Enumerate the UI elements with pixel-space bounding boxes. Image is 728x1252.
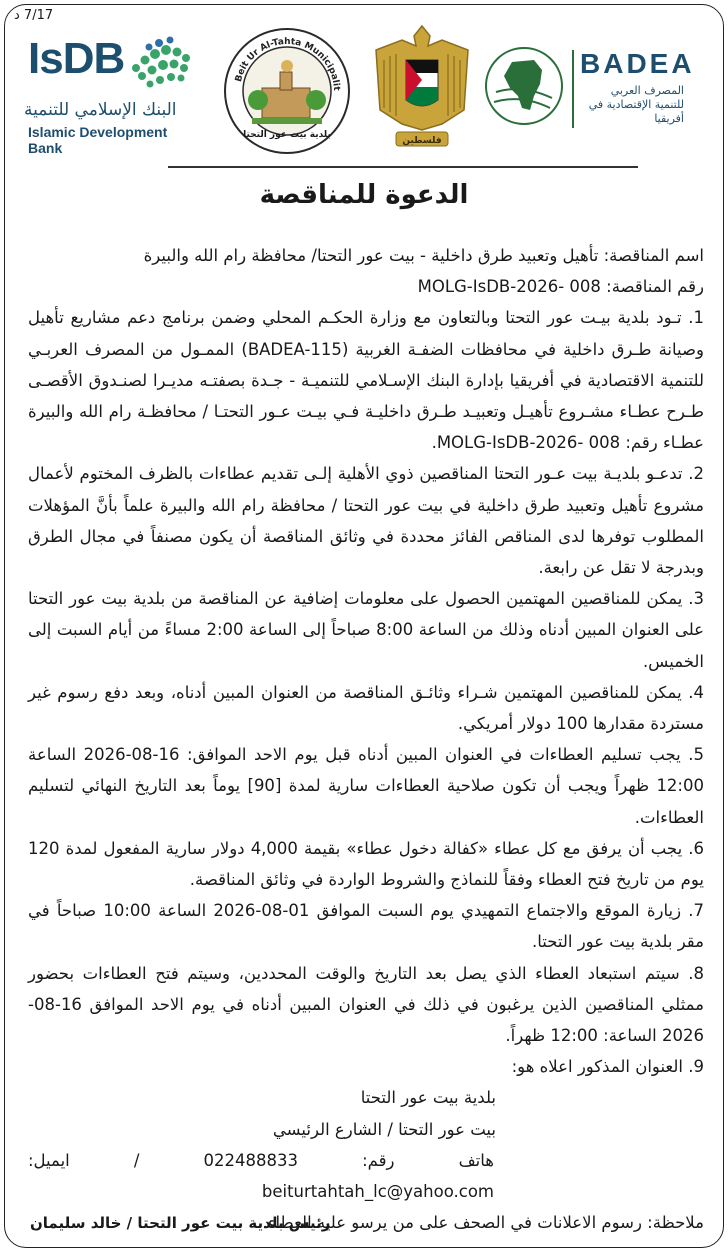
isdb-logo <box>14 24 204 156</box>
reference-number: 7/17 د <box>14 8 54 23</box>
list-item-2: 2. تدعـو بلديـة بيت عـور التحتا المناقصين ذوي الأهلية إلـى تقديم عطاءات بالظرف المختوم لأعمال مشروع تأهيل وتعبيد طرق داخلية في بيت عور التحتا / محافظة رام الله والبيرة علماً بأنَّ المؤهلات المطلوب توفرها لدى المناقص الفائز محددة في وثائق المناقصة أن يكون مصنفاً في مجال الطرق وبدرجة لا تقل عن رابعة. <box>28 464 704 578</box>
emblem-label: فلسطين <box>402 136 442 146</box>
tender-name: اسم المناقصة: تأهيل وتعبيد طرق داخلية - بيت عور التحتا/ محافظة رام الله والبيرة <box>143 246 704 265</box>
notice-body <box>28 240 704 1239</box>
isdb-english-name: Islamic Development Bank <box>28 124 168 156</box>
seal-ring-text: Beit Ur Al-Tahta Municipalit <box>233 36 342 91</box>
list-item-8: 8. سيتم استبعاد العطاء الذي يصل بعد التاريخ والوقت المحددين، وسيتم فتح العطاءات بحضور ممثلي المناقصين الذين يرغبون في ذلك في العنوان المبين أدناه في يوم الاحد الموافق 16-08-2026 الساعة: 12:00 ظهراً. <box>28 963 704 1046</box>
seal-arabic-name: بلدية بيت عور التحتا <box>243 130 331 140</box>
contact-line: هاتف رقم: 022488833 / ايميل: beiturtahtah_lc@yahoo.com <box>28 1150 494 1202</box>
list-item-6: 6. يجب أن يرفق مع كل عطاء «كفالة دخول عطاء» بقيمة 4,000 دولار سارية المفعول لمدة 120 يوم من تاريخ فتح العطاء وفقاً للنماذج والشروط الواردة في وثائق المناقصة. <box>28 838 704 890</box>
badea-arabic-name: المصرف العربي للتنمية الإقتصادية في أفريقيا <box>588 84 684 125</box>
list-item-7: 7. زيارة الموقع والاجتماع التمهيدي يوم السبت الموافق 01-08-2026 الساعة 10:00 صباحاً في مقر بلدية بيت عور التحتا. <box>28 901 705 952</box>
list-item-4: 4. يمكن للمناقصين المهتمين شـراء وثائـق المناقصة من العنوان المبين أدناه، وبعد دفع رسوم غير مستردة مقدارها 100 دولار أمريكي. <box>28 682 704 734</box>
notice-title: الدعوة للمناقصة <box>259 180 469 210</box>
palestine-emblem <box>372 20 472 156</box>
badea-wordmark: BADEA <box>580 48 695 79</box>
fees-note: ملاحظة: رسوم الاعلانات في الصحف على من يرسو عليه العطاء. <box>262 1213 704 1233</box>
eagle-emblem-icon <box>372 20 472 156</box>
header-divider <box>168 166 638 168</box>
isdb-wordmark: IsDB <box>28 34 125 83</box>
list-item-5: 5. يجب تسليم العطاءات في العنوان المبين أدناه قبل يوم الاحد الموافق: 16-08-2026 الساعة 12:00 ظهراً ويجب أن تكون صلاحية العطاءات سارية لمدة [90] يوماً بعد التاريخ النهائي لتسليم العطاءات. <box>28 745 705 827</box>
isdb-globe-icon <box>122 34 196 90</box>
africa-globe-icon <box>482 44 566 128</box>
list-item-9: 9. العنوان المذكور اعلاه هو: <box>511 1057 704 1077</box>
badea-separator <box>572 50 574 128</box>
address-line-1: بلدية بيت عور التحتا <box>360 1088 496 1108</box>
municipality-seal <box>222 26 352 156</box>
badea-logo <box>480 44 710 140</box>
tender-number: رقم المناقصة: 008 -MOLG-IsDB-2026 <box>417 277 704 297</box>
isdb-arabic-name: البنك الإسلامي للتنمية <box>24 100 177 120</box>
list-item-3: 3. يمكن للمناقصين المهتمين الحصول على معلومات إضافية عن المناقصة من بلدية بيت عور التحتا على العنوان المبين أدناه وذلك من الساعة 8:00 صباحاً إلى الساعة 2:00 مساءً من أيام السبت إلى الخميس. <box>28 589 704 671</box>
list-item-1: 1. تـود بلدية بيـت عور التحتا وبالتعاون مع وزارة الحكـم المحلي وضمن برنامج دعم مشاريع تأهيل وصيانة طـرق داخلية في محافظات الضفـة الغربية (BADEA-115) الممـول من المصرف العربـي للتنمية الاقتصادية في أفريقيا بإدارة البنك الإسـلامي للتنميـة - جـدة بصفتـه مديـرا لصنـدوق الأقصـى طـرح عطـاء مشـروع تأهيـل وتعبيـد طـرق داخليـة فـي بيـت عـور التحتـا / محافظـة رام الله والبيرة عطـاء رقم: 008 -MOLG-IsDB-2026. <box>28 308 704 453</box>
address-line-2: بيت عور التحتا / الشارع الرئيسي <box>272 1119 496 1139</box>
signature: رئيس بلدية بيت عور التحتا / خالد سليمان <box>30 1214 331 1232</box>
